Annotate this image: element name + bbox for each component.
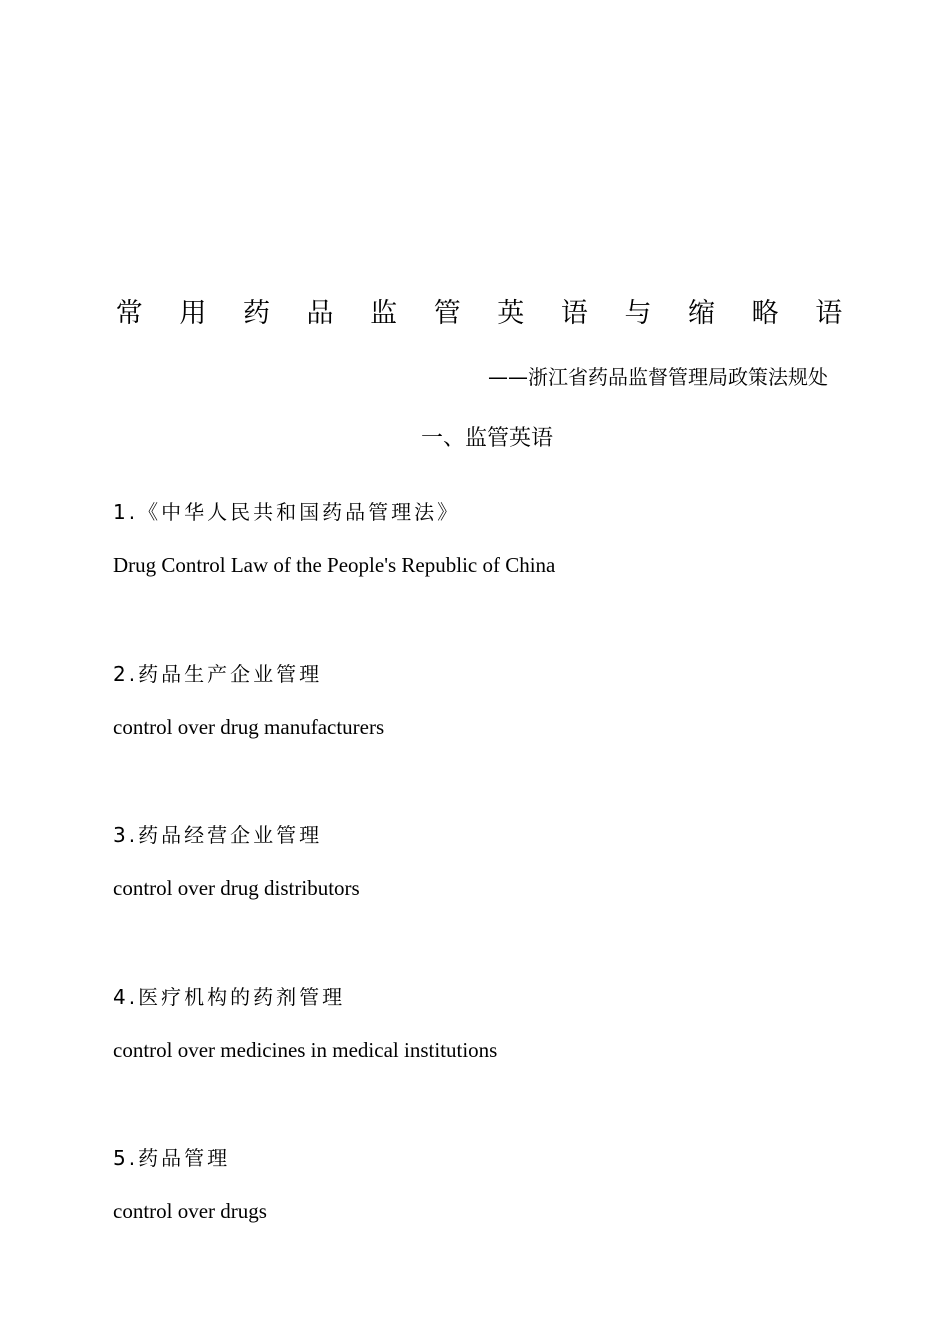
term-entry [113, 981, 873, 1143]
term-entry [113, 658, 873, 820]
term-entry [113, 819, 873, 981]
document-title: 常 用 药 品 监 管 英 语 与 缩 略 语 [115, 298, 857, 329]
term-list [113, 496, 873, 1304]
document-subtitle: ——浙江省药品监督管理局政策法规处 [488, 365, 828, 389]
term-chinese: 4.医疗机构的药剂管理 [113, 984, 346, 1009]
term-chinese: 2.药品生产企业管理 [113, 661, 323, 686]
section-heading: 一、监管英语 [420, 426, 553, 451]
term-english: control over drug distributors [113, 876, 360, 900]
term-english: control over drugs [113, 1199, 267, 1223]
term-english: control over drug manufacturers [113, 714, 385, 739]
term-english: control over medicines in medical institutions [113, 1037, 498, 1062]
term-entry [113, 496, 873, 658]
term-english: Drug Control Law of the People's Republic of China [113, 553, 556, 577]
term-chinese: 3.药品经营企业管理 [113, 823, 323, 847]
term-entry [113, 1142, 873, 1304]
term-chinese: 5.药品管理 [113, 1146, 231, 1170]
term-chinese: 1.《中华人民共和国药品管理法》 [113, 500, 461, 524]
